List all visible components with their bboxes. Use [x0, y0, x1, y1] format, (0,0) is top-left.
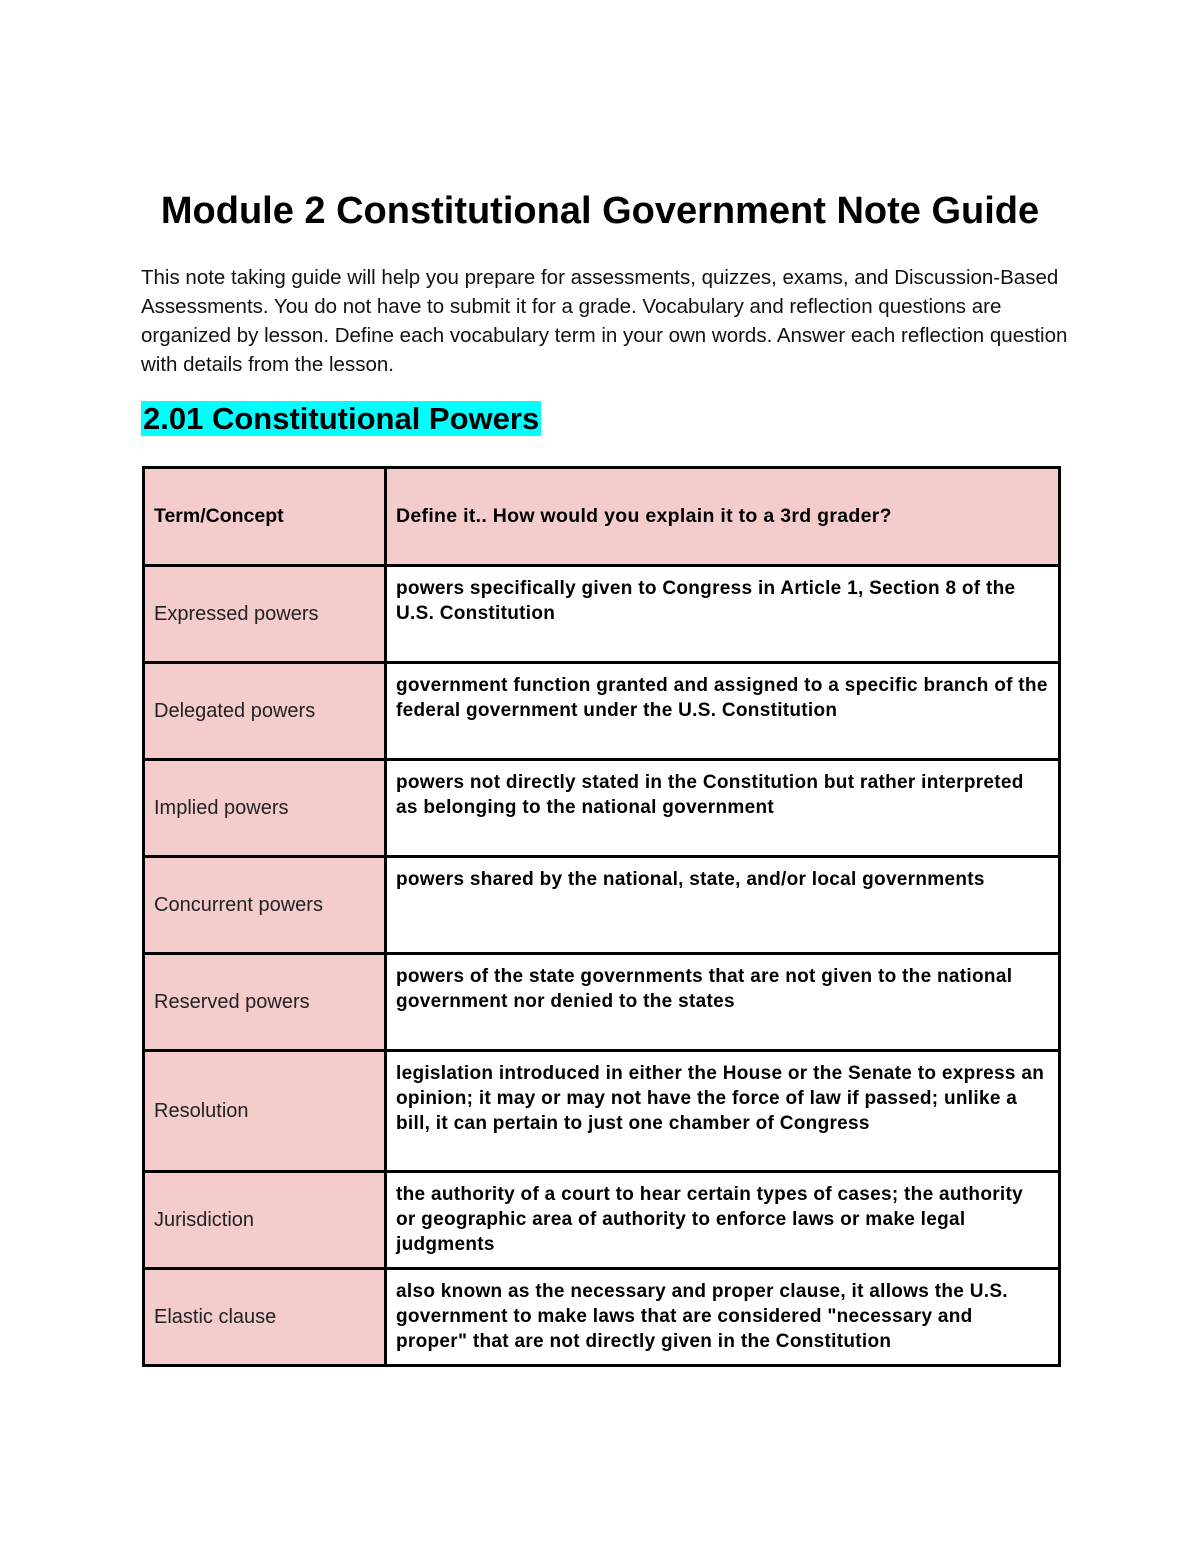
definition-cell: government function granted and assigned to a specific branch of the federal government under the U.S. Constitution	[386, 663, 1060, 760]
section-heading-text: 2.01 Constitutional Powers	[143, 401, 540, 436]
term-cell: Elastic clause	[144, 1269, 386, 1366]
header-term: Term/Concept	[144, 468, 386, 566]
table-row	[144, 663, 1060, 760]
definition-cell: powers of the state governments that are not given to the national government nor denied to the states	[386, 954, 1060, 1051]
table-row	[144, 954, 1060, 1051]
table-row	[144, 857, 1060, 954]
page-title: Module 2 Constitutional Government Note Guide	[160, 190, 1040, 232]
header-definition: Define it.. How would you explain it to a 3rd grader?	[386, 468, 1060, 566]
section-heading	[141, 400, 541, 438]
term-cell: Concurrent powers	[144, 857, 386, 954]
vocabulary-table	[142, 466, 1061, 1367]
definition-cell: powers specifically given to Congress in Article 1, Section 8 of the U.S. Constitution	[386, 566, 1060, 663]
term-cell: Jurisdiction	[144, 1172, 386, 1269]
term-cell: Resolution	[144, 1051, 386, 1172]
definition-cell: also known as the necessary and proper clause, it allows the U.S. government to make laws that are considered "necessary and proper" that are not directly given in the Constitution	[386, 1269, 1060, 1366]
term-cell: Reserved powers	[144, 954, 386, 1051]
table-row	[144, 1051, 1060, 1172]
definition-cell: powers not directly stated in the Constitution but rather interpreted as belonging to the national government	[386, 760, 1060, 857]
term-cell: Delegated powers	[144, 663, 386, 760]
table-row	[144, 1269, 1060, 1366]
intro-paragraph: This note taking guide will help you prepare for assessments, quizzes, exams, and Discussion-Based Assessments. You do not have to submit it for a grade. Vocabulary and reflection questions are organized by lesson. Define each vocabulary term in your own words. Answer each reflection question with details from the lesson.	[141, 266, 1068, 376]
term-cell: Implied powers	[144, 760, 386, 857]
table-row	[144, 760, 1060, 857]
table-row	[144, 1172, 1060, 1269]
definition-cell: powers shared by the national, state, and/or local governments	[386, 857, 1060, 954]
table-row	[144, 566, 1060, 663]
definition-cell: legislation introduced in either the House or the Senate to express an opinion; it may or may not have the force of law if passed; unlike a bill, it can pertain to just one chamber of Congress	[386, 1051, 1060, 1172]
table-header-row	[144, 468, 1060, 566]
term-cell: Expressed powers	[144, 566, 386, 663]
definition-cell: the authority of a court to hear certain types of cases; the authority or geographic area of authority to enforce laws or make legal judgments	[386, 1172, 1060, 1269]
